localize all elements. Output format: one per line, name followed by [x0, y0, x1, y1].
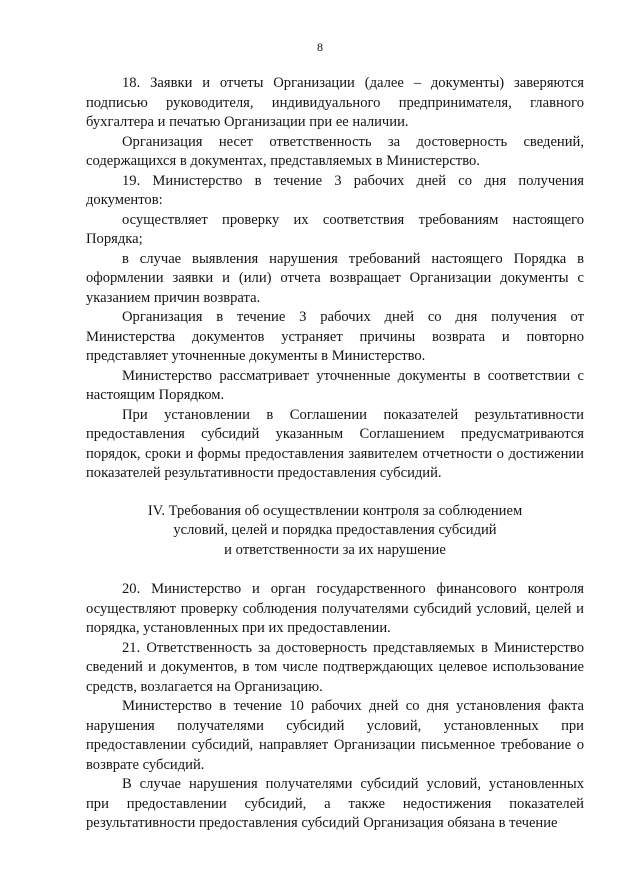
paragraph-violation-return: в случае выявления нарушения требований настоящего Порядка в оформлении заявки и (или) отчета возвращает Организации документы с указанием причин возврата.	[86, 250, 584, 306]
paragraph-performance-indicators: При установлении в Соглашении показателей результативности предоставления субсидий указанным Соглашением предусматриваются порядок, сроки и формы предоставления заявителем отчетности о достижении показателей результативности предоставления субсидий.	[86, 406, 584, 481]
page-number: 8	[317, 40, 323, 54]
paragraph-18: 18. Заявки и отчеты Организации (далее – документы) заверяются подписью руководителя, индивидуального предпринимателя, главного бухгалтера и печатью Организации при ее наличии.	[86, 75, 584, 130]
section-heading-line-3: и ответственности за их нарушение	[224, 541, 446, 558]
section-heading-line-2: условий, целей и порядка предоставления субсидий	[173, 522, 497, 538]
paragraph-obligation: В случае нарушения получателями субсидий условий, установленных при предоставлении субсидий, а также недостижения показателей результативности предоставления субсидий Организация обязана в течение	[86, 776, 584, 831]
paragraph-19: 19. Министерство в течение 3 рабочих дней со дня получения документов:	[86, 172, 584, 208]
paragraph-return-demand: Министерство в течение 10 рабочих дней со дня установления факта нарушения получателями субсидий условий, установленных при предоставлении субсидий, направляет Организации письменное требование о возврате субсидий.	[86, 698, 584, 773]
section-heading	[86, 502, 584, 561]
paragraph-responsibility: Организация несет ответственность за достоверность сведений, содержащихся в документах, представляемых в Министерство.	[86, 133, 584, 169]
paragraph-review: Министерство рассматривает уточненные документы в соответствии с настоящим Порядком.	[86, 367, 584, 403]
paragraph-resubmit: Организация в течение 3 рабочих дней со дня получения от Министерства документов устраняет причины возврата и повторно представляет уточненные документы в Министерство.	[86, 309, 584, 364]
paragraph-21: 21. Ответственность за достоверность представляемых в Министерство сведений и документов, в том числе подтверждающих целевое использование средств, возлагается на Организацию.	[86, 639, 584, 695]
paragraph-check: осуществляет проверку их соответствия требованиям настоящего Порядка;	[86, 211, 584, 247]
paragraph-20: 20. Министерство и орган государственного финансового контроля осуществляют проверку соблюдения получателями субсидий условий, целей и порядка, установленных при их предоставлении.	[86, 581, 584, 636]
section-heading-line-1: IV. Требования об осуществлении контроля за соблюдением	[147, 502, 523, 519]
document-body	[86, 74, 584, 834]
